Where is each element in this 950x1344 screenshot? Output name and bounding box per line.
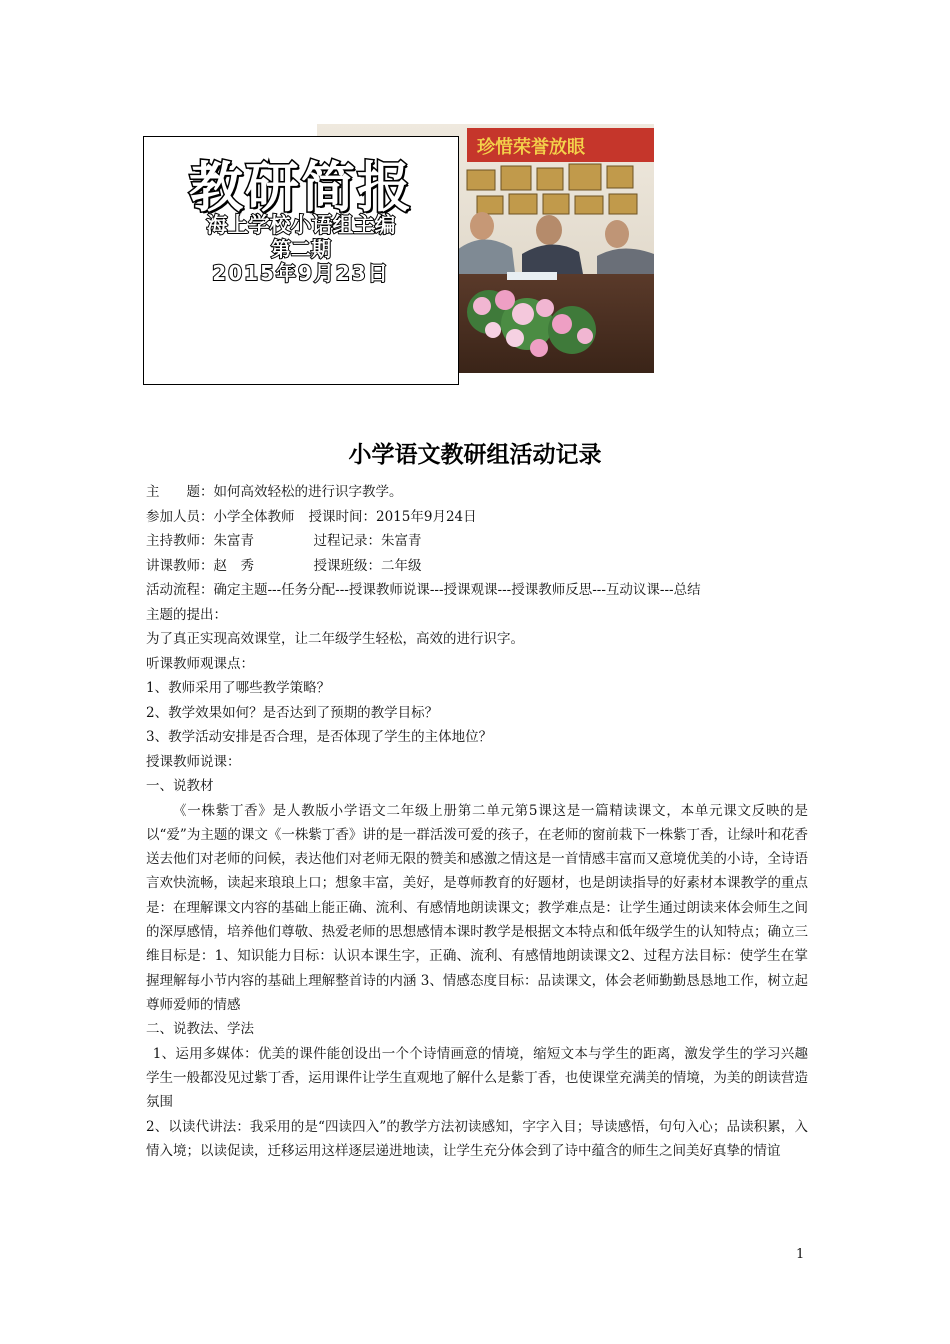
section2-heading: 二、说教法、学法: [146, 1021, 254, 1038]
host-row: [146, 529, 808, 554]
method2-paragraph: 2、以读代讲法：我采用的是“四读四入”的教学方法初读感知，字字入目；导读感悟，句句入心；品读积累，入情入境；以读促读，迁移运用这样逐层递进地读，让学生充分体会到了诗中蕴含的师生之间美好真挚的情谊: [146, 1118, 808, 1159]
document-title: 小学语文教研组活动记录: [348, 441, 602, 468]
participants-value: 小学全体教师: [213, 508, 295, 525]
banner-title: 教研简报: [189, 156, 413, 219]
wall-banner-text: 珍惜荣誉放眼: [477, 137, 585, 158]
class-label: 授课班级：: [313, 557, 381, 574]
banner-issue: 第二期: [271, 237, 331, 261]
flow-row: [146, 578, 808, 603]
teacher-label: 讲课教师：: [146, 557, 214, 574]
observe-point: 1、教师采用了哪些教学策略？: [146, 680, 331, 696]
participants-label: 参加人员：: [146, 508, 214, 525]
host-value: 朱富青: [213, 533, 254, 549]
flow-label: 活动流程：: [146, 582, 214, 598]
time-value: 2015年9月24日: [376, 508, 477, 525]
class-value: 二年级: [381, 557, 422, 574]
observe-heading: 听课教师观课点：: [146, 655, 254, 672]
observe-point: 2、教学效果如何？是否达到了预期的教学目标？: [146, 704, 439, 721]
topic-text: 为了真正实现高效课堂，让二年级学生轻松，高效的进行识字。: [146, 631, 524, 647]
time-label: 授课时间：: [308, 508, 376, 525]
recorder-value: 朱富青: [381, 533, 422, 549]
teacher-value: 赵 秀: [213, 557, 254, 574]
host-label: 主持教师：: [146, 533, 214, 549]
section1-heading: 一、说教材: [146, 778, 214, 794]
observe-point: 3、教学活动安排是否合理，是否体现了学生的主体地位？: [146, 729, 493, 745]
banner-date: 2015年9月23日: [212, 261, 390, 285]
topic-heading: 主题的提出：: [146, 606, 227, 623]
recorder-label: 过程记录：: [313, 533, 381, 549]
participants-row: [146, 505, 808, 530]
flow-value: 确定主题---任务分配---授课教师说课---授课观课---授课教师反思---互动议课---总结: [213, 582, 701, 598]
banner-editor: 海上学校小语组主编: [206, 213, 396, 237]
speech-heading: 授课教师说课：: [146, 753, 241, 770]
page-number: 1: [796, 1247, 805, 1262]
method1-paragraph: 1、运用多媒体：优美的课件能创设出一个个诗情画意的情境，缩短文本与学生的距离，激发学生的学习兴趣学生一般都没见过紫丁香，运用课件让学生直观地了解什么是紫丁香，也使课堂充满美的情境，为美的朗读营造氛围: [146, 1045, 808, 1111]
theme-value: 如何高效轻松的进行识字教学。: [213, 484, 403, 500]
theme-row: [146, 480, 808, 505]
newsletter-banner: [143, 136, 459, 385]
document-body: [146, 480, 808, 1163]
theme-label: 主 题：: [146, 484, 214, 500]
section1-paragraph: 《一株紫丁香》是人教版小学语文二年级上册第二单元第5课这是一篇精读课文，本单元课文反映的是以“爱”为主题的课文《一株紫丁香》讲的是一群活泼可爱的孩子，在老师的窗前栽下一株紫丁香，让绿叶和花香送去他们对老师的问候，表达他们对老师无限的赞美和感激之情这是一首情感丰富而又意境优美的小诗，全诗语言欢快流畅，读起来琅琅上口；想象丰富，美好，是尊师教育的好题材，也是朗读指导的好素材本课教学的重点是：在理解课文内容的基础上能正确、流利、有感情地朗读课文；教学难点是：让学生通过朗读来体会师生之间的深厚感情，培养他们尊敬、热爱老师的思想感情本课时教学是根据文本特点和低年级学生的认知特点；确立三维目标是：1、知识能力目标：认识本课生字，正确、流利、有感情地朗读课文2、过程方法目标：使学生在掌握理解每小节内容的基础上理解整首诗的内涵 3、情感态度目标：品读课文，体会老师勤勤恳恳地工作，树立起尊师爱师的情感: [146, 802, 808, 1013]
teacher-row: [146, 554, 808, 579]
